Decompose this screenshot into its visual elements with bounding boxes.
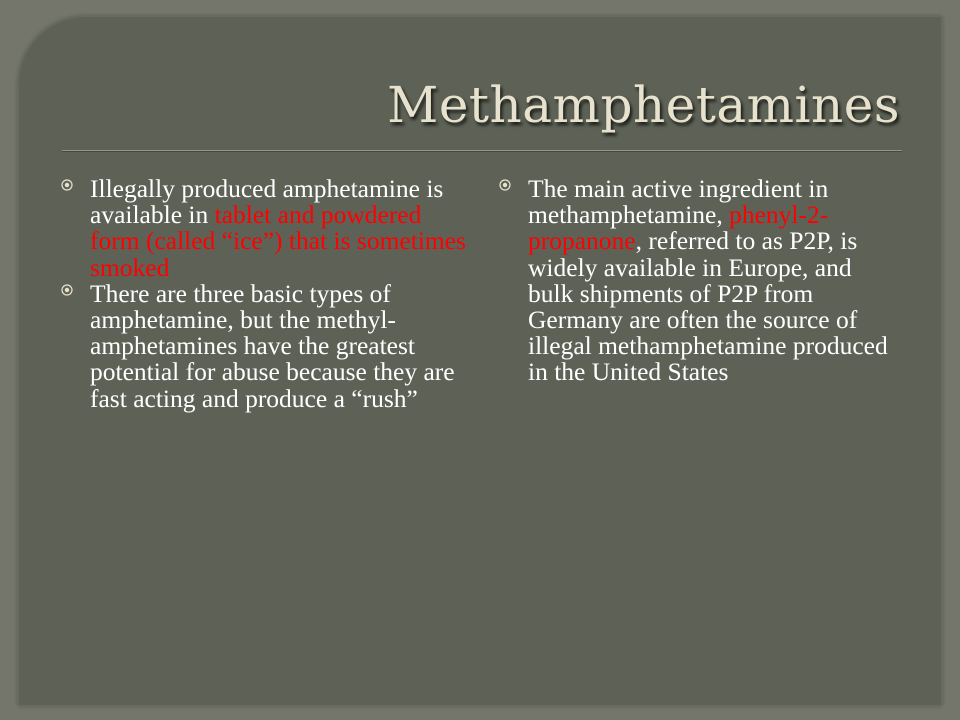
title-divider bbox=[62, 150, 902, 151]
bullet-item bbox=[90, 278, 470, 413]
bullet-item bbox=[90, 176, 470, 281]
highlighted-text: tablet and powdered form (called “ice”) that is sometimes smoked bbox=[90, 200, 466, 282]
bullet-text: The main active ingredient in methamphetamine, bbox=[528, 174, 829, 230]
circle-dot-bullet-icon bbox=[499, 179, 511, 191]
highlighted-text: phenyl-2-propanone bbox=[528, 200, 829, 256]
bullet-text: , referred to as P2P, is widely available in Europe, and bulk shipments of P2P from Germany are often the source of illegal methamphetamine produced in the United States bbox=[528, 226, 888, 387]
circle-dot-bullet-icon bbox=[61, 179, 73, 191]
bullet-text: Illegally produced amphetamine is available in bbox=[90, 174, 444, 230]
circle-dot-bullet-icon bbox=[61, 284, 73, 296]
slide-title: Methamphetamines bbox=[387, 76, 900, 134]
bullet-item bbox=[528, 176, 888, 386]
right-column bbox=[528, 176, 888, 386]
bullet-text: There are three basic types of amphetamine, but the methyl-amphetamines have the greatest potential for abuse because they are fast acting and produce a “rush” bbox=[90, 278, 455, 413]
left-column bbox=[90, 176, 470, 412]
